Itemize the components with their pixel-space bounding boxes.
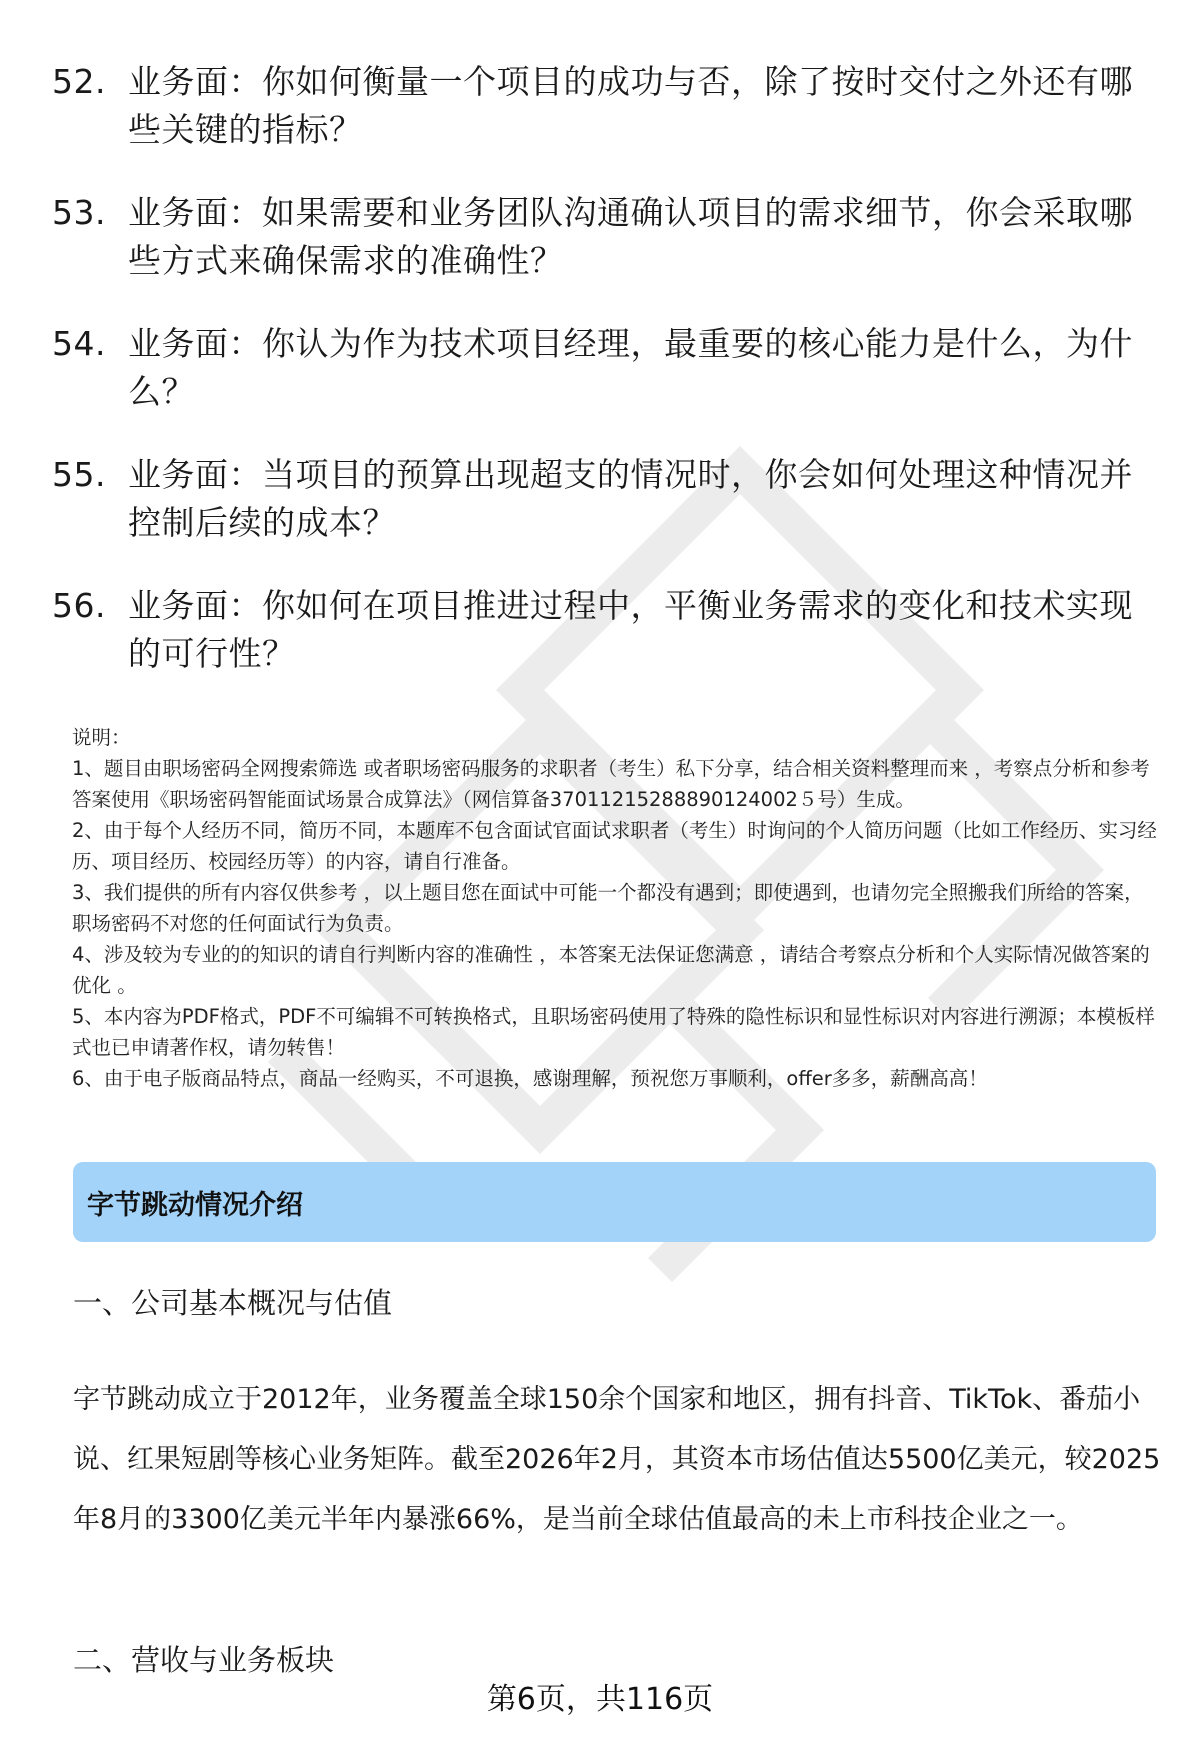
note-item: 5、本内容为PDF格式，PDF不可编辑不可转换格式，且职场密码使用了特殊的隐性标识和显性标识对内容进行溯源；本模板样式也已申请著作权，请勿转售！ — [72, 1005, 1155, 1059]
note-item: 3、我们提供的所有内容仅供参考 ，以上题目您在面试中可能一个都没有遇到；即使遇到，也请勿完全照搬我们所给的答案，职场密码不对您的任何面试行为负责。 — [72, 881, 1144, 935]
section-heading-revenue: 二、营收与业务板块 — [73, 1643, 335, 1677]
question-text: 业务面：当项目的预算出现超支的情况时，你会如何处理这种情况并控制后续的成本？ — [128, 455, 1133, 542]
question-item — [52, 320, 1152, 416]
question-text: 业务面：如果需要和业务团队沟通确认项目的需求细节，你会采取哪些方式来确保需求的准确性？ — [128, 193, 1133, 280]
note-item: 2、由于每个人经历不同，简历不同，本题库不包含面试官面试求职者（考生）时询问的个人简历问题（比如工作经历、实习经历、项目经历、校园经历等）的内容，请自行准备。 — [72, 819, 1157, 873]
disclaimer-notes — [72, 722, 1162, 1094]
section-heading-company-overview: 一、公司基本概况与估值 — [73, 1286, 393, 1320]
question-text: 业务面：你认为作为技术项目经理，最重要的核心能力是什么，为什么？ — [128, 324, 1133, 411]
section-banner — [73, 1162, 1156, 1242]
question-item — [52, 58, 1152, 154]
question-number: 55. — [52, 455, 106, 494]
note-item: 1、题目由职场密码全网搜索筛选 或者职场密码服务的求职者（考生）私下分享，结合相关资料整理而来 ，考察点分析和参考答案使用《职场密码智能面试场景合成算法》（网信算备37011215288890124002５号）生成。 — [72, 757, 1150, 811]
question-number: 53. — [52, 193, 106, 232]
company-overview-paragraph: 字节跳动成立于2012年，业务覆盖全球150余个国家和地区，拥有抖音、TikTok、番茄小说、红果短剧等核心业务矩阵。截至2026年2月，其资本市场估值达5500亿美元，较2025年8月的3300亿美元半年内暴涨66%，是当前全球估值最高的未上市科技企业之一。 — [73, 1384, 1161, 1535]
banner-title: 字节跳动情况介绍 — [87, 1189, 303, 1221]
question-item — [52, 582, 1152, 678]
question-text: 业务面：你如何衡量一个项目的成功与否，除了按时交付之外还有哪些关键的指标？ — [128, 62, 1133, 149]
question-number: 52. — [52, 62, 106, 101]
notes-title: 说明： — [72, 726, 131, 749]
question-number: 54. — [52, 324, 106, 363]
page-number: 第6页，共116页 — [486, 1682, 714, 1717]
note-item: 6、由于电子版商品特点，商品一经购买，不可退换，感谢理解，预祝您万事顺利，offer多多，薪酬高高！ — [72, 1067, 988, 1090]
question-item — [52, 189, 1152, 285]
question-item — [52, 451, 1152, 547]
note-item: 4、涉及较为专业的的知识的请自行判断内容的准确性 ，本答案无法保证您满意 ，请结合考察点分析和个人实际情况做答案的优化 。 — [72, 943, 1150, 997]
question-text: 业务面：你如何在项目推进过程中，平衡业务需求的变化和技术实现的可行性？ — [128, 586, 1133, 673]
question-list — [52, 58, 1152, 713]
question-number: 56. — [52, 586, 106, 625]
